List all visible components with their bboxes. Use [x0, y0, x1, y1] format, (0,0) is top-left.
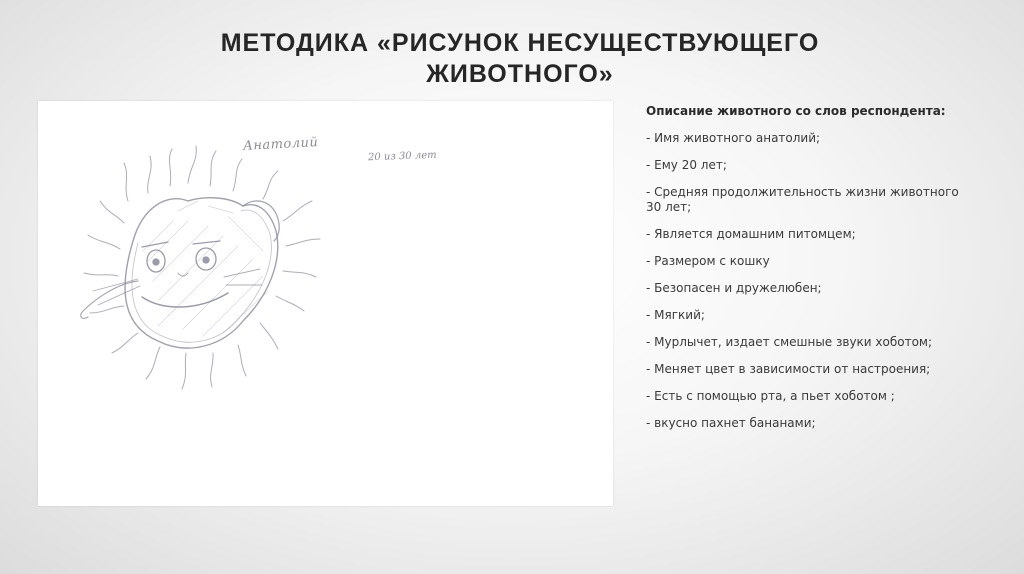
description-item: - Мурлычет, издает смешные звуки хоботом;: [646, 335, 933, 349]
description-item: - Средняя продолжительность жизни животного 30 лет;: [646, 185, 959, 214]
slide-title-line-1: МЕТОДИКА «РИСУНОК НЕСУЩЕСТВУЮЩЕГО: [220, 29, 820, 57]
description-item: - Мягкий;: [646, 308, 705, 322]
description-item: - Ему 20 лет;: [646, 158, 727, 172]
animal-body-outline: [125, 198, 278, 348]
slide-title-line-2: ЖИВОТНОГО»: [426, 60, 614, 88]
fur-spikes: [84, 146, 320, 389]
description-heading: Описание животного со слов респондента:: [646, 104, 946, 118]
description-item: - Есть с помощью рта, а пьет хоботом ;: [646, 389, 895, 403]
description-item: - вкусно пахнет бананами;: [646, 416, 816, 430]
animal-sketch: [38, 101, 613, 506]
animal-drawing: [38, 101, 613, 506]
description-item: - Безопасен и дружелюбен;: [646, 281, 822, 295]
description-item: - Имя животного анатолий;: [646, 131, 821, 145]
description-item: - Меняет цвет в зависимости от настроения;: [646, 362, 931, 376]
animal-eyes: [142, 241, 220, 272]
description-item: - Размером с кошку: [646, 254, 770, 268]
description-list: [646, 131, 976, 431]
animal-mouth: [142, 293, 228, 307]
animal-description: [646, 104, 976, 443]
animal-ear: [243, 201, 279, 241]
drawing-age-label: 20 из 30 лет: [367, 149, 437, 164]
drawing-name-label: Анатолий: [242, 135, 319, 154]
description-item: - Является домашним питомцем;: [646, 227, 856, 241]
slide-title: [120, 28, 920, 90]
